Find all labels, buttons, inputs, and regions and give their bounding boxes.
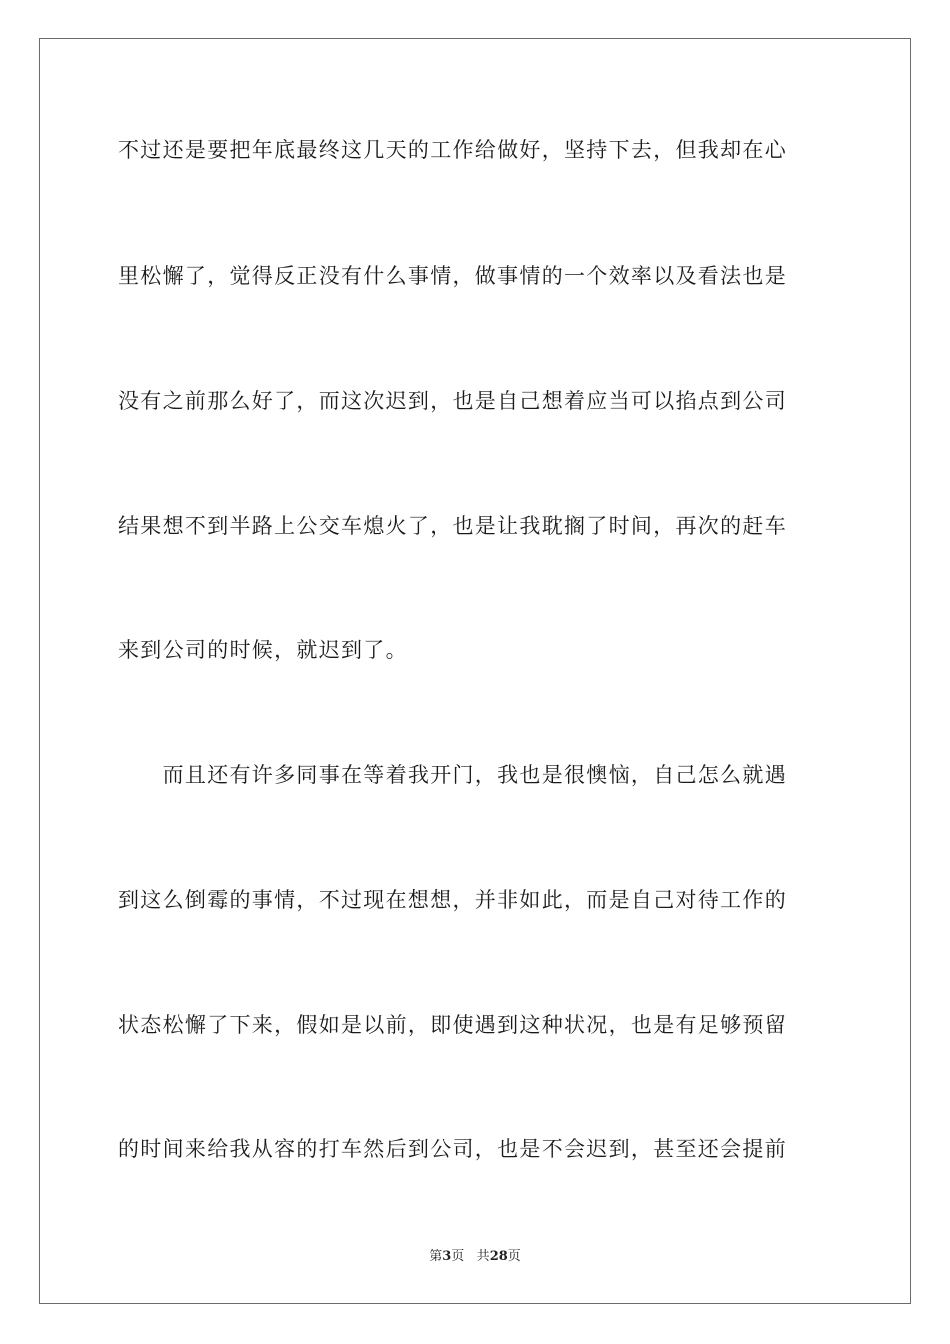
text-line: 而且还有许多同事在等着我开门，我也是很懊恼，自己怎么就遇	[118, 763, 787, 787]
total-pages: 28	[489, 1249, 508, 1264]
text-line: 状态松懈了下来，假如是以前，即使遇到这种状况，也是有足够预留	[118, 1013, 787, 1037]
total-prefix: 共	[476, 1249, 490, 1264]
page-suffix: 页	[451, 1249, 465, 1264]
text-line: 来到公司的时候，就迟到了。	[118, 638, 408, 662]
total-suffix: 页	[507, 1249, 521, 1264]
text-line: 到这么倒霉的事情，不过现在想想，并非如此，而是自己对待工作的	[118, 888, 787, 912]
text-line: 里松懈了，觉得反正没有什么事情，做事情的一个效率以及看法也是	[118, 264, 787, 288]
text-line: 的时间来给我从容的打车然后到公司，也是不会迟到，甚至还会提前	[118, 1137, 787, 1161]
page-footer	[0, 1248, 950, 1266]
text-line: 结果想不到半路上公交车熄火了，也是让我耽搁了时间，再次的赶车	[118, 514, 787, 538]
page-number: 3	[442, 1249, 452, 1264]
page-prefix: 第	[429, 1249, 443, 1264]
page-border	[39, 38, 911, 1304]
text-line: 不过还是要把年底最终这几天的工作给做好，坚持下去，但我却在心	[118, 138, 787, 162]
text-line: 没有之前那么好了，而这次迟到，也是自己想着应当可以掐点到公司	[118, 389, 787, 413]
